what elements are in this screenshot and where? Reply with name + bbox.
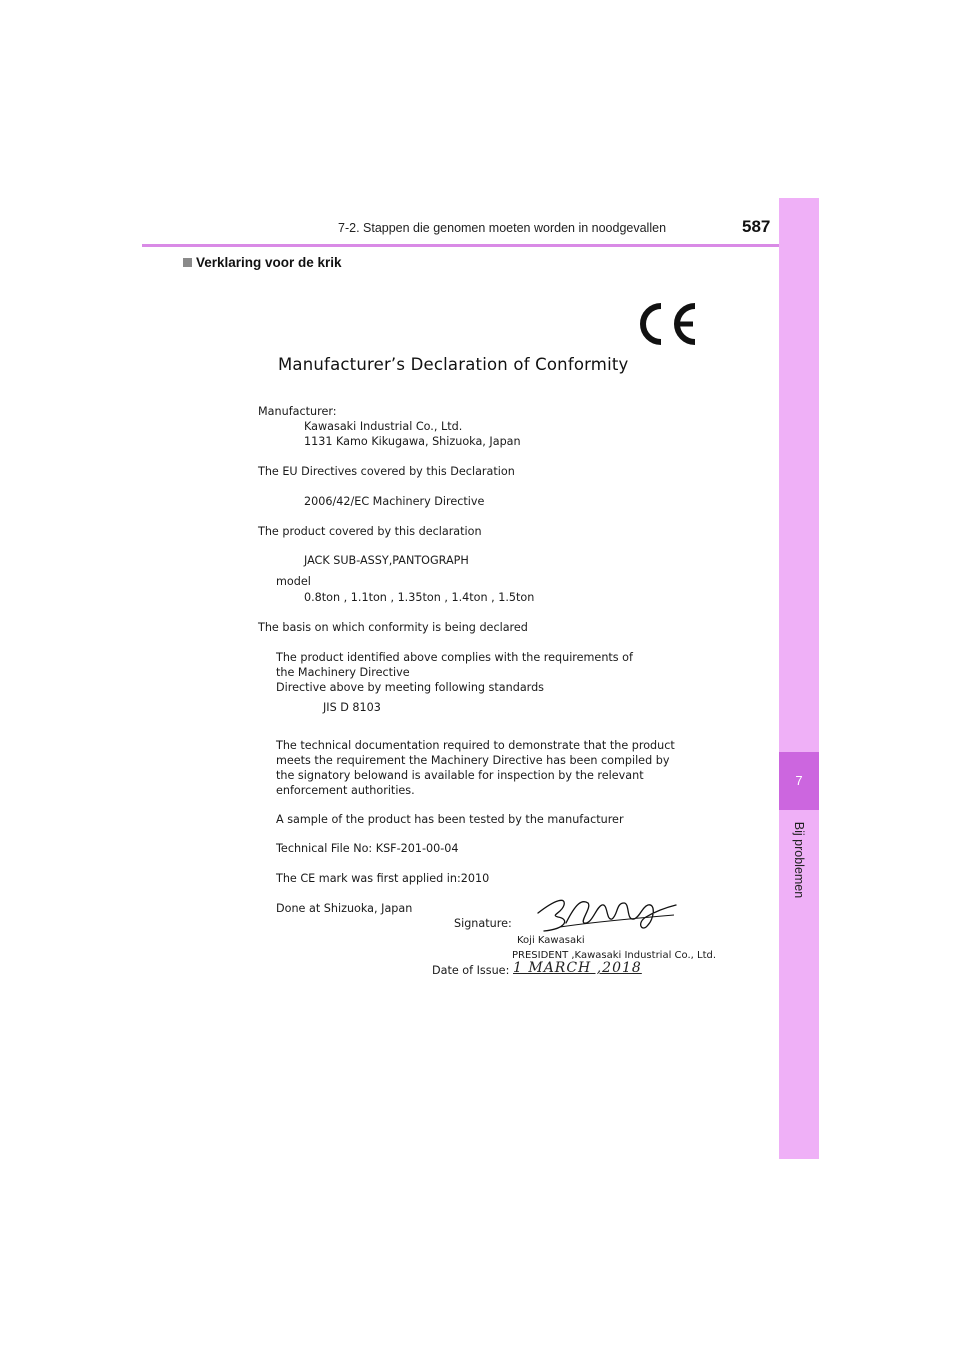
basis-line: Directive above by meeting following standards [276, 681, 545, 694]
chapter-label-text: Bij problemen [792, 821, 806, 899]
declaration-title: Manufacturer’s Declaration of Conformity [278, 355, 629, 374]
header-divider [142, 244, 819, 247]
manufacturer-name: Kawasaki Industrial Co., Ltd. [304, 420, 463, 433]
directives-label: The EU Directives covered by this Declaration [258, 465, 515, 478]
ce-applied: The CE mark was first applied in:2010 [276, 872, 490, 885]
page-number: 587 [742, 217, 771, 236]
chapter-number-tab[interactable] [779, 752, 819, 810]
model-values: 0.8ton , 1.1ton , 1.35ton , 1.4ton , 1.5ton [304, 591, 535, 604]
directive: 2006/42/EC Machinery Directive [304, 495, 485, 508]
chapter-number: 7 [795, 773, 803, 788]
documentation-line: The technical documentation required to demonstrate that the product [276, 739, 675, 752]
signature-label: Signature: [454, 917, 512, 930]
square-bullet-icon [183, 258, 192, 267]
chapter-label [791, 815, 807, 905]
basis-line: the Machinery Directive [276, 666, 410, 679]
signatory-name: Koji Kawasaki [517, 935, 585, 946]
documentation-line: enforcement authorities. [276, 784, 415, 797]
basis-line: The product identified above complies with the requirements of [276, 651, 633, 664]
standard: JIS D 8103 [323, 701, 381, 714]
sample-statement: A sample of the product has been tested by the manufacturer [276, 813, 624, 826]
done-at: Done at Shizuoka, Japan [276, 902, 413, 915]
basis-label: The basis on which conformity is being declared [258, 621, 528, 634]
product-label: The product covered by this declaration [258, 525, 482, 538]
product-name: JACK SUB-ASSY,PANTOGRAPH [304, 554, 469, 567]
date-label: Date of Issue: [432, 964, 510, 977]
section-heading [183, 255, 342, 270]
issue-date: 1 MARCH ,2018 [513, 960, 642, 976]
technical-file: Technical File No: KSF-201-00-04 [276, 842, 459, 855]
ce-mark-icon [631, 302, 699, 346]
manufacturer-label: Manufacturer: [258, 405, 337, 418]
manufacturer-address: 1131 Kamo Kikugawa, Shizuoka, Japan [304, 435, 521, 448]
handwritten-signature [536, 893, 678, 935]
documentation-line: meets the requirement the Machinery Directive has been compiled by [276, 754, 670, 767]
section-heading-text: Verklaring voor de krik [196, 255, 342, 270]
documentation-line: the signatory belowand is available for inspection by the relevant [276, 769, 644, 782]
chapter-side-tab [779, 198, 819, 1159]
model-label: model [276, 575, 311, 588]
signatory-title: PRESIDENT ,Kawasaki Industrial Co., Ltd. [512, 950, 717, 961]
chapter-title: 7-2. Stappen die genomen moeten worden in noodgevallen [338, 221, 667, 235]
